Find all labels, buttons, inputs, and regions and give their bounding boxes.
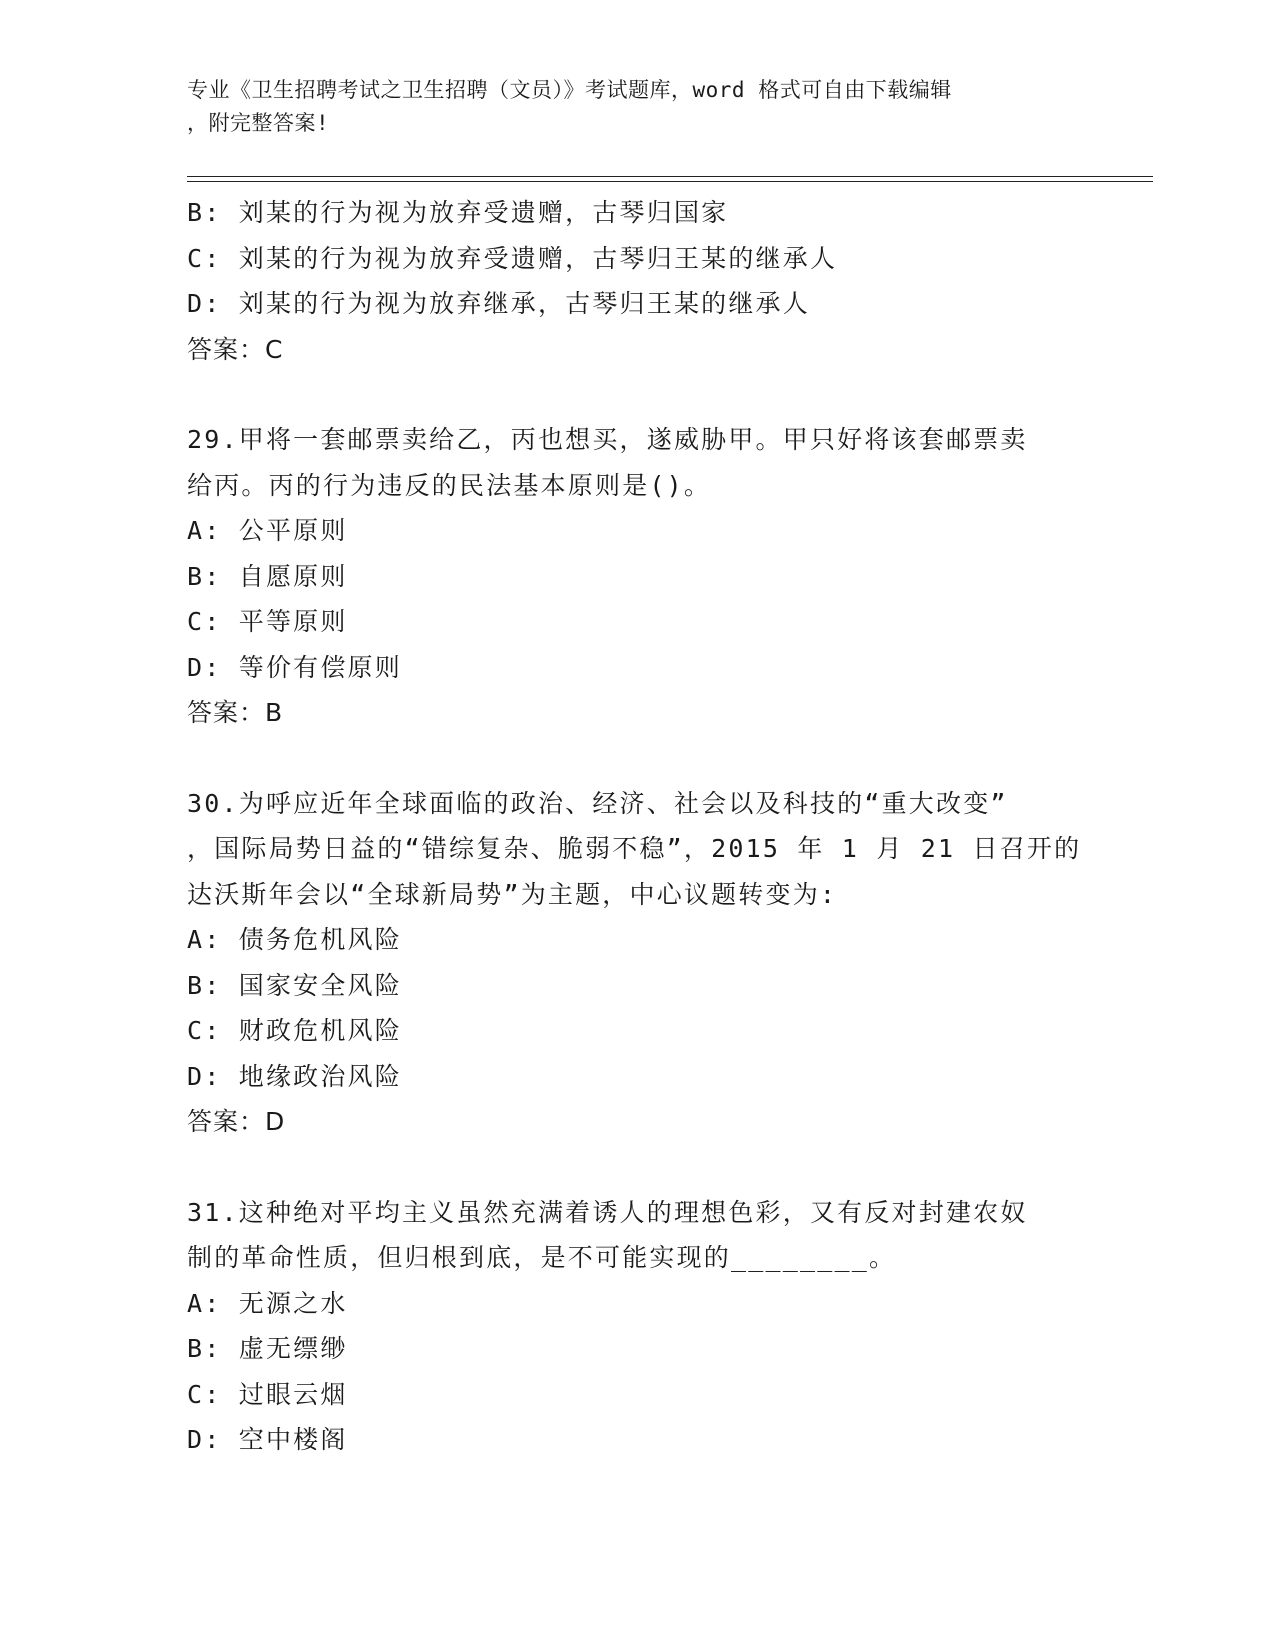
option-b: B: 自愿原则 (187, 561, 348, 591)
option-b: B: 国家安全风险 (187, 970, 402, 1000)
question-stem-line: 31.这种绝对平均主义虽然充满着诱人的理想色彩，又有反对封建农奴 (187, 1197, 1028, 1227)
question-stem-line: 29.甲将一套邮票卖给乙，丙也想买，遂威胁甲。甲只好将该套邮票卖 (187, 425, 1028, 454)
option-d: D: 地缘政治风险 (187, 1061, 402, 1091)
question-stem-line: 达沃斯年会以“全球新局势”为主题，中心议题转变为: (187, 879, 838, 909)
answer-label: 答案：B (187, 698, 284, 727)
document-body (187, 190, 1087, 1463)
option-d: D: 空中楼阁 (187, 1425, 348, 1454)
question-stem-line: 30.为呼应近年全球面临的政治、经济、社会以及科技的“重大改变” (187, 788, 1008, 818)
question-29 (187, 417, 1087, 736)
header-divider-top (187, 176, 1153, 177)
answer-label: 答案：C (187, 334, 284, 364)
option-a: A: 债务危机风险 (187, 925, 402, 954)
answer-label: 答案：D (187, 1107, 286, 1136)
header-divider-bottom (187, 181, 1153, 182)
option-c: C: 财政危机风险 (187, 1016, 402, 1045)
question-stem-line: 制的革命性质，但归根到底，是不可能实现的________。 (187, 1243, 897, 1272)
header-line-1: 专业《卫生招聘考试之卫生招聘（文员）》考试题库，word 格式可自由下载编辑 (187, 78, 952, 102)
option-c: C: 过眼云烟 (187, 1379, 348, 1409)
question-31 (187, 1190, 1087, 1463)
option-b: B: 虚无缥缈 (187, 1334, 348, 1363)
document-header (187, 74, 1087, 140)
option-d: D: 等价有偿原则 (187, 652, 402, 682)
question-stem-line: 给丙。丙的行为违反的民法基本原则是()。 (187, 470, 712, 500)
question-28-continued (187, 190, 1087, 372)
option-c: C: 刘某的行为视为放弃受遗赠，古琴归王某的继承人 (187, 243, 838, 273)
option-d: D: 刘某的行为视为放弃继承，古琴归王某的继承人 (187, 289, 810, 318)
header-line-2: ，附完整答案! (187, 111, 330, 135)
option-a: A: 无源之水 (187, 1288, 348, 1318)
option-a: A: 公平原则 (187, 516, 348, 545)
option-c: C: 平等原则 (187, 607, 348, 636)
question-stem-line: ，国际局势日益的“错综复杂、脆弱不稳”，2015 年 1 月 21 日召开的 (187, 834, 1082, 863)
option-b: B: 刘某的行为视为放弃受遗赠，古琴归国家 (187, 198, 729, 227)
question-30 (187, 781, 1087, 1145)
